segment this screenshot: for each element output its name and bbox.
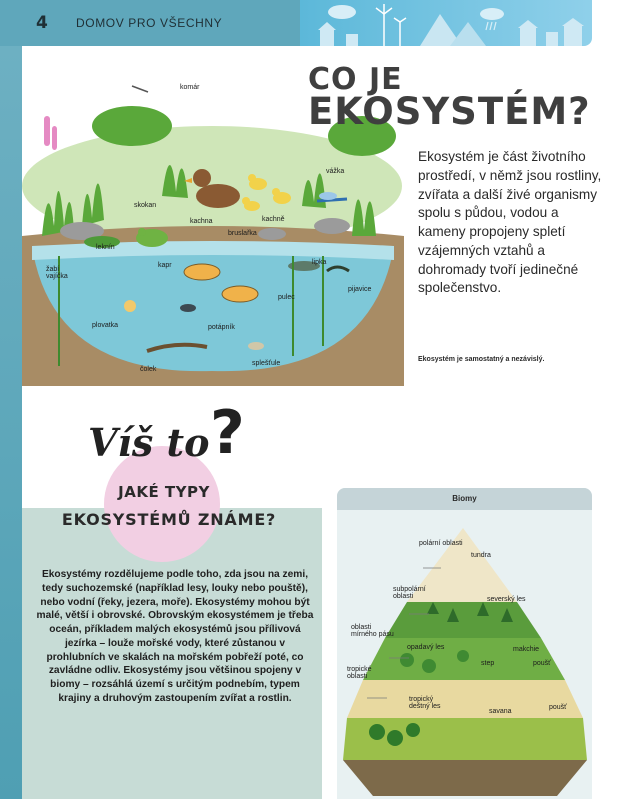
pond-label-zabi-vajicka: žabí vajíčka xyxy=(46,266,68,280)
pond-label-pijavice: pijavice xyxy=(348,286,372,293)
pond-label-kapr: kapr xyxy=(158,262,172,269)
pond-label-colek: čolek xyxy=(140,366,157,373)
pond-label-pulec: pulec xyxy=(278,294,295,301)
biome-pyramid xyxy=(337,510,592,799)
pond-label-kachne: kachně xyxy=(262,216,285,223)
pond-label-skokan: skokan xyxy=(134,202,157,209)
pond-label-lipka: lipka xyxy=(312,259,327,266)
biome-zone-temperate: oblasti mírného pásu xyxy=(351,624,394,638)
page-title-line2: EKOSYSTÉM? xyxy=(308,90,591,133)
intro-paragraph: Ekosystém je část životního prostředí, v němž jsou rostliny, zvířata a další živé organismy spolu s půdou, vodou a kameny propojeny spletí vzájemných vztahů a dohromady tvoří jedinečné společenstvo. xyxy=(418,149,602,296)
biome-rainforest: tropický deštný les xyxy=(409,696,441,710)
biome-tundra: tundra xyxy=(471,552,491,559)
image-caption: Ekosystém je samostatný a nezávislý. xyxy=(418,356,545,363)
pond-label-potapnik: potápník xyxy=(208,324,235,331)
pond-label-bruslarka: bruslařka xyxy=(228,230,257,237)
pond-label-plovatka: plovatka xyxy=(92,322,119,329)
question-line2: EKOSYSTÉMŮ ZNÁME? xyxy=(61,510,277,529)
biome-zone-tropical: tropické oblasti xyxy=(347,666,372,680)
question-mark: ? xyxy=(210,398,245,468)
left-edge-strip xyxy=(0,0,22,799)
biome-savanna: savana xyxy=(489,708,512,715)
vis-to-heading: Víš to xyxy=(88,420,210,465)
biome-steppe: step xyxy=(481,660,495,667)
landscape-illustration xyxy=(300,0,592,46)
pond-label-komar: komár xyxy=(180,84,200,91)
biome-boreal: severský les xyxy=(487,596,526,603)
page-title-line1: CO JE xyxy=(308,62,403,97)
section-title: DOMOV PRO VŠECHNY xyxy=(76,16,223,30)
biome-desert-tropical: poušť xyxy=(549,704,567,711)
biome-panel-header: Biomy xyxy=(337,488,592,510)
header-landscape-band xyxy=(300,0,592,46)
biome-panel xyxy=(337,488,592,799)
pond-label-kachna: kachna xyxy=(190,218,213,225)
pond-label-splestule: splešťule xyxy=(252,360,281,367)
pond-label-vazka: vážka xyxy=(326,168,345,175)
biome-desert-temperate: poušť xyxy=(533,660,551,667)
biome-zone-polar: polární oblasti xyxy=(419,540,463,547)
quiz-body-text: Ekosystémy rozdělujeme podle toho, zda jsou na zemi, tedy suchozemské (například lesy, louky nebo pouště), nebo vodní (řeky, jezera, moře). Ekosystémy mohou být malé, větší i obrovské. Obrovským ekosystémem je třeba oceán, příkladem malých ekosystémů jsou přílivová jezírka – louže mořské vody, které zůstanou v prohlubních ve skalách na mořském pobřeží poté, co zavládne odliv. Ekosystémy jsou většinou spojeny v biomy – rozsáhlá území s určitým podnebím, typem krajiny a druhovým zastoupením zvířat a rostlin. xyxy=(36,569,314,704)
page-number: 4 xyxy=(36,13,48,33)
biome-deciduous: opadavý les xyxy=(407,644,445,651)
pond-label-leknin: leknín xyxy=(96,244,115,251)
question-line1: JAKÉ TYPY xyxy=(118,483,210,501)
biome-scrub: makchie xyxy=(513,646,540,653)
biome-zone-subpolar: subpolární oblasti xyxy=(393,586,426,600)
